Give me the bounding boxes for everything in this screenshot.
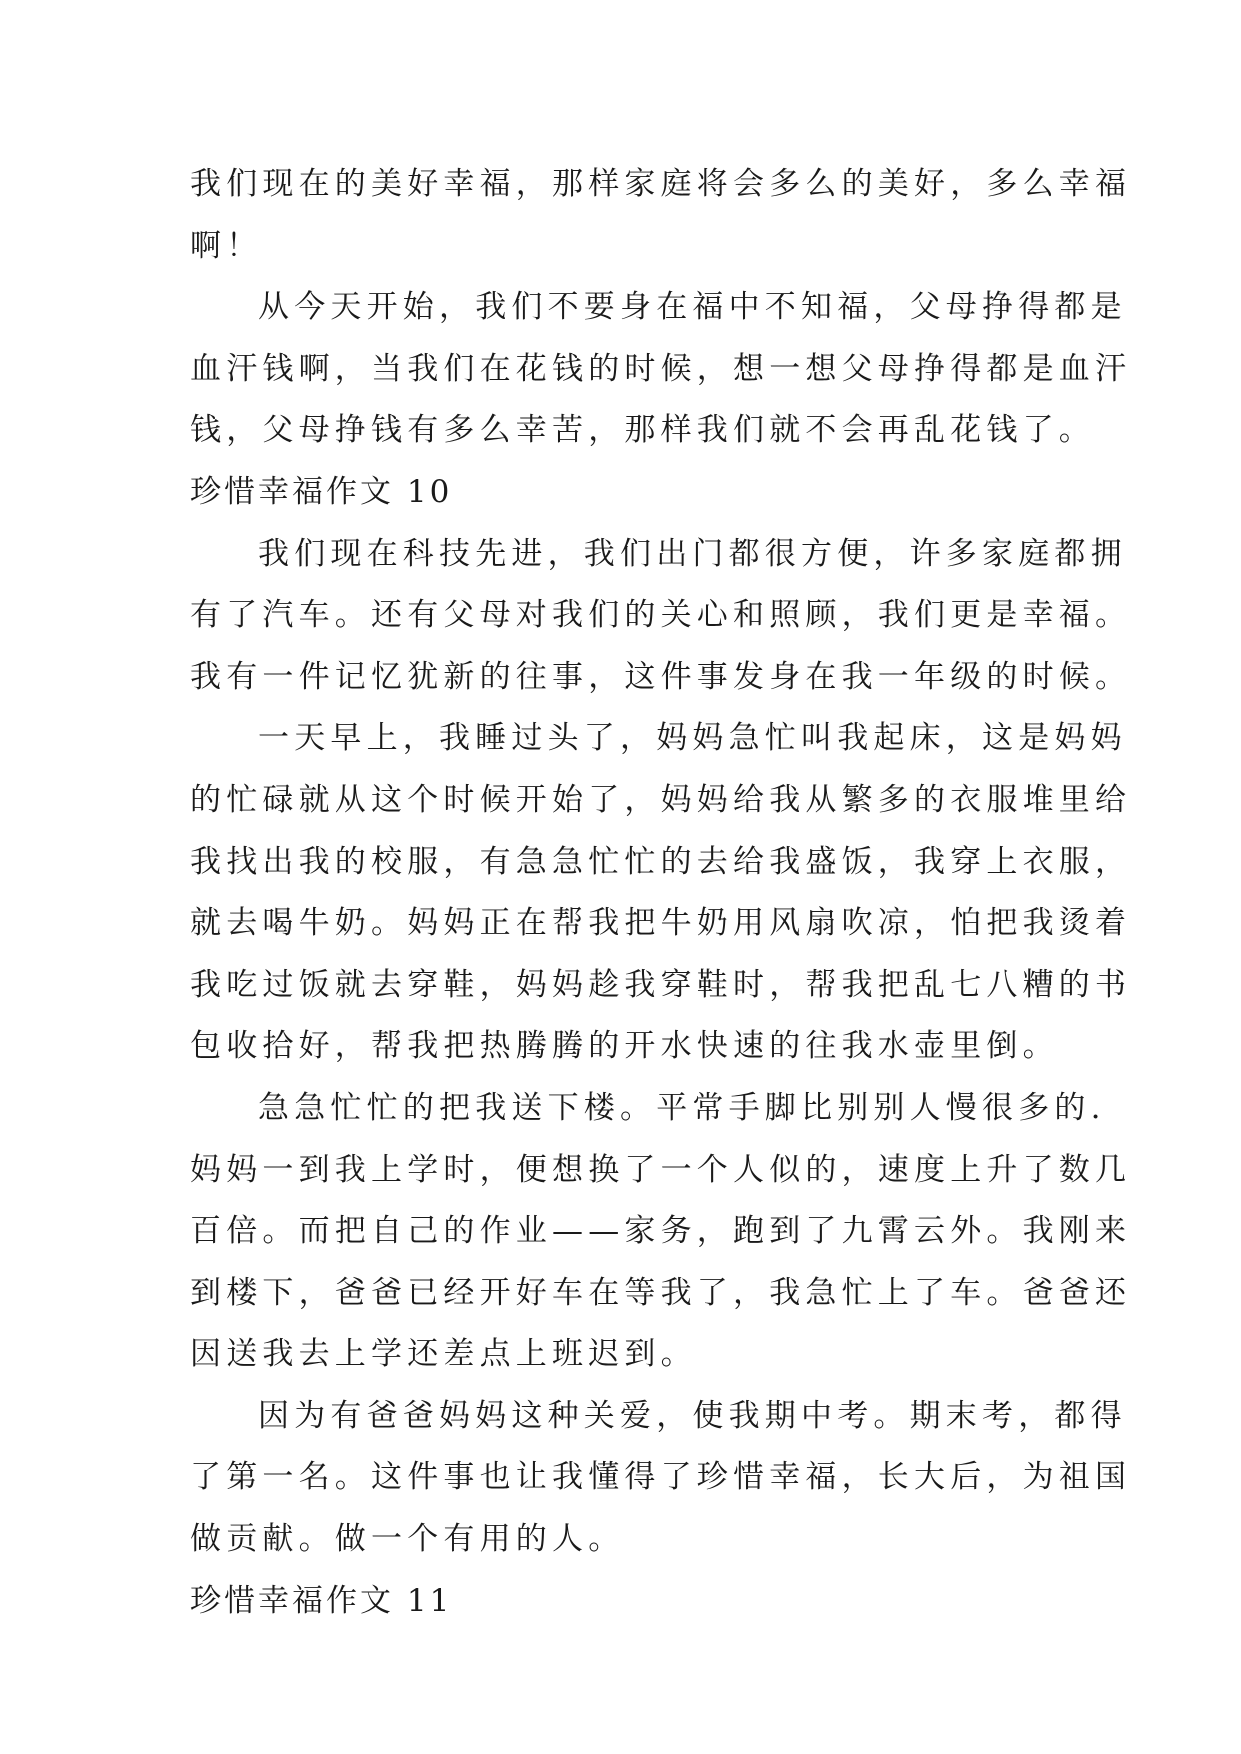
paragraph <box>190 1386 1132 1571</box>
text-line: 我有一件记忆犹新的往事，这件事发身在我一年级的时候。 <box>190 658 1132 695</box>
text-line: 我们现在科技先进，我们出门都很方便，许多家庭都拥 <box>258 535 1127 572</box>
text-line: 有了汽车。还有父母对我们的关心和照顾，我们更是幸福。 <box>190 597 1132 634</box>
paragraph <box>190 708 1132 1078</box>
text-line: 做贡献。做一个有用的人。 <box>190 1521 625 1558</box>
text-line: 到楼下，爸爸已经开好车在等我了，我急忙上了车。爸爸还 <box>190 1274 1132 1311</box>
section-heading: 珍惜幸福作文 10 <box>190 473 453 510</box>
paragraph <box>190 154 1132 277</box>
section-heading: 珍惜幸福作文 11 <box>190 1582 453 1619</box>
text-line: 因送我去上学还差点上班迟到。 <box>190 1336 697 1373</box>
paragraph <box>190 1078 1132 1386</box>
text-line: 包收拾好，帮我把热腾腾的开水快速的往我水壶里倒。 <box>190 1028 1059 1065</box>
text-line: 我吃过饭就去穿鞋，妈妈趁我穿鞋时，帮我把乱七八糟的书 <box>190 966 1132 1003</box>
text-line: 钱，父母挣钱有多么幸苦，那样我们就不会再乱花钱了。 <box>190 412 1095 449</box>
paragraph <box>190 277 1132 462</box>
text-line: 血汗钱啊，当我们在花钱的时候，想一想父母挣得都是血汗 <box>190 350 1132 387</box>
text-line: 的忙碌就从这个时候开始了，妈妈给我从繁多的衣服堆里给 <box>190 781 1132 818</box>
text-line: 妈妈一到我上学时，便想换了一个人似的，速度上升了数几 <box>190 1151 1132 1188</box>
text-line: 我找出我的校服，有急急忙忙的去给我盛饭，我穿上衣服， <box>190 843 1132 880</box>
text-line: 百倍。而把自己的作业——家务，跑到了九霄云外。我刚来 <box>190 1213 1132 1250</box>
text-line: 了第一名。这件事也让我懂得了珍惜幸福，长大后，为祖国 <box>190 1459 1132 1496</box>
text-line: 一天早上，我睡过头了，妈妈急忙叫我起床，这是妈妈 <box>258 720 1127 757</box>
text-line: 我们现在的美好幸福，那样家庭将会多么的美好，多么幸福 <box>190 166 1132 202</box>
text-line: 急急忙忙的把我送下楼。平常手脚比别别人慢很多的. <box>258 1089 1106 1126</box>
text-line: 啊！ <box>190 227 263 264</box>
paragraph <box>190 524 1132 709</box>
text-line: 从今天开始，我们不要身在福中不知福，父母挣得都是 <box>258 289 1127 326</box>
text-line: 就去喝牛奶。妈妈正在帮我把牛奶用风扇吹凉，怕把我烫着 <box>190 905 1132 942</box>
document-page <box>190 154 1132 1632</box>
text-line: 因为有爸爸妈妈这种关爱，使我期中考。期末考，都得 <box>258 1397 1127 1434</box>
